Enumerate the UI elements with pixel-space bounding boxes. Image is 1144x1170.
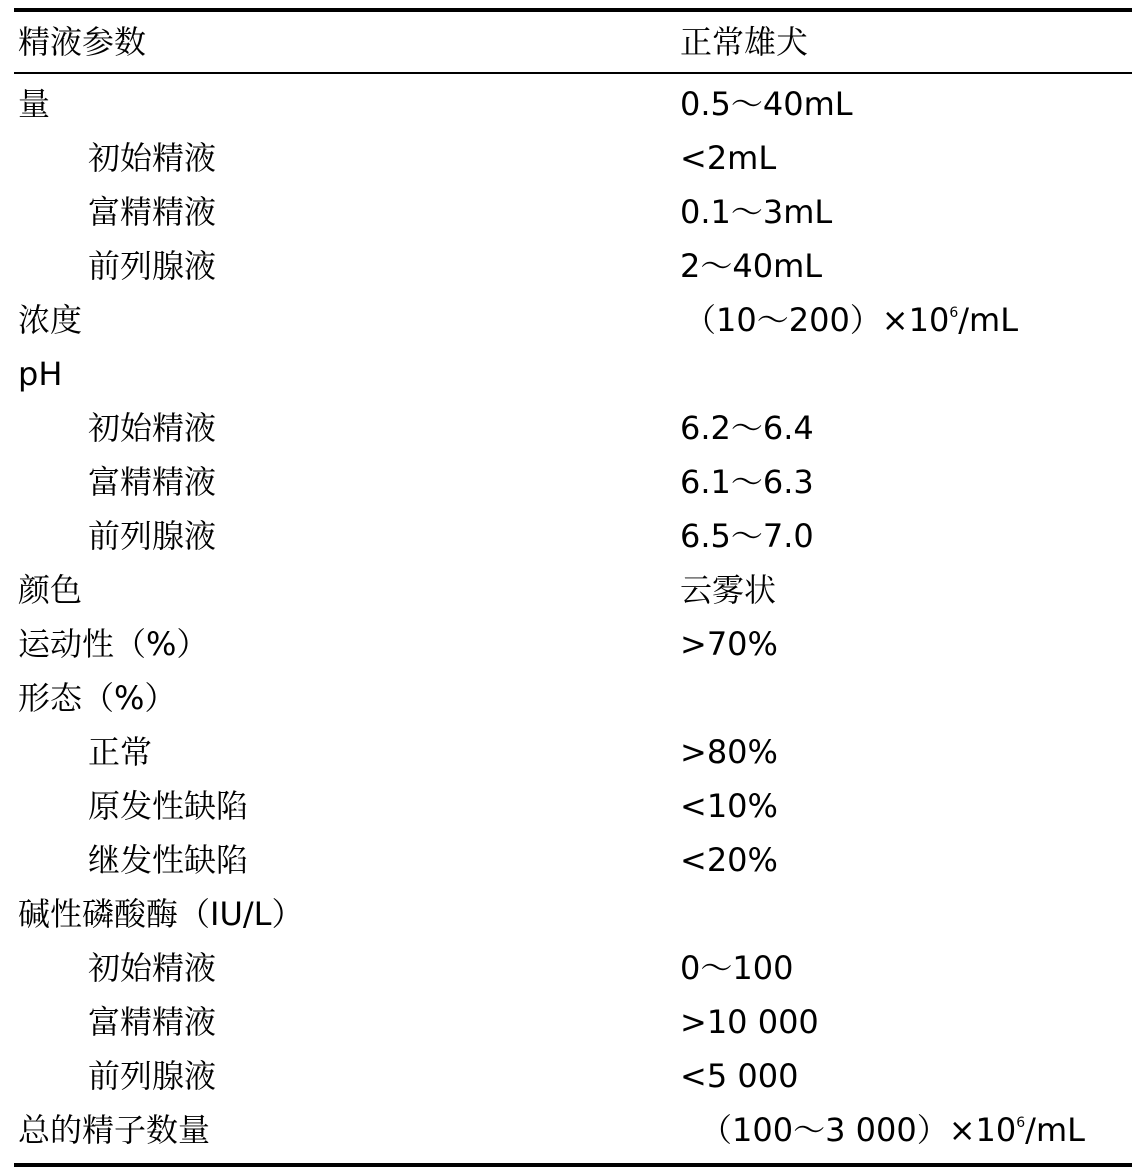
- row-param: 总的精子数量: [18, 1111, 211, 1149]
- row-value: 0.1～3mL: [680, 193, 833, 231]
- row-param: 富精精液: [88, 1003, 217, 1041]
- table-row: [14, 887, 1132, 941]
- row-param: 前列腺液: [88, 517, 217, 555]
- row-value: >10 000: [680, 1003, 819, 1041]
- table-row: [14, 833, 1132, 887]
- row-param: 前列腺液: [88, 247, 217, 285]
- row-param: 形态（%）: [18, 679, 177, 717]
- table-row: [14, 671, 1132, 725]
- row-value: [684, 293, 1018, 354]
- row-param: 原发性缺陷: [88, 787, 249, 825]
- row-param: 初始精液: [88, 409, 217, 447]
- row-param: 初始精液: [88, 139, 217, 177]
- table-row: [14, 1103, 1132, 1157]
- table-row: [14, 455, 1132, 509]
- table-row: [14, 995, 1132, 1049]
- row-value: 0.5～40mL: [680, 85, 853, 123]
- value-base: （10～200）×10: [684, 301, 950, 339]
- table-row: [14, 347, 1132, 401]
- table-row: [14, 293, 1132, 347]
- row-param: 碱性磷酸酶（IU/L）: [18, 895, 304, 933]
- row-value: 6.2～6.4: [680, 409, 814, 447]
- row-value: 6.1～6.3: [680, 463, 814, 501]
- table-row: [14, 401, 1132, 455]
- row-value: <5 000: [680, 1057, 799, 1095]
- row-param: 富精精液: [88, 193, 217, 231]
- value-exponent: 6: [1016, 1115, 1026, 1131]
- row-value: <10%: [680, 787, 778, 825]
- row-value: 6.5～7.0: [680, 517, 814, 555]
- row-param: 前列腺液: [88, 1057, 217, 1095]
- row-param: 量: [18, 85, 51, 123]
- table-row: [14, 563, 1132, 617]
- table-row: [14, 779, 1132, 833]
- row-param: 正常: [88, 733, 153, 771]
- table-row: [14, 617, 1132, 671]
- row-param: 颜色: [18, 571, 83, 609]
- value-base: （100～3 000）×10: [700, 1111, 1017, 1149]
- row-value: [700, 1103, 1085, 1164]
- row-value: 0～100: [680, 949, 794, 987]
- table-row: [14, 941, 1132, 995]
- row-value: 云雾状: [680, 571, 777, 609]
- value-unit: /mL: [1025, 1111, 1085, 1149]
- table-row: [14, 725, 1132, 779]
- row-value: >80%: [680, 733, 778, 771]
- header-param: 精液参数: [18, 23, 147, 61]
- header-value: 正常雄犬: [680, 23, 809, 61]
- value-unit: /mL: [958, 301, 1019, 339]
- row-param: 初始精液: [88, 949, 217, 987]
- row-param: 运动性（%）: [18, 625, 209, 663]
- row-value: <20%: [680, 841, 778, 879]
- row-param: 富精精液: [88, 463, 217, 501]
- row-param: 浓度: [18, 301, 83, 339]
- table-row: [14, 1049, 1132, 1103]
- row-value: >70%: [680, 625, 778, 663]
- row-param: pH: [18, 355, 63, 393]
- table-row: [14, 509, 1132, 563]
- table-header-row: [14, 12, 1132, 72]
- row-param: 继发性缺陷: [88, 841, 249, 879]
- value-exponent: 6: [949, 305, 959, 321]
- row-value: <2mL: [680, 139, 777, 177]
- table-row: [14, 131, 1132, 185]
- table-row: [14, 185, 1132, 239]
- semen-parameters-table: [14, 8, 1132, 1167]
- row-value: 2～40mL: [680, 247, 823, 285]
- table-row: [14, 77, 1132, 131]
- table-row: [14, 239, 1132, 293]
